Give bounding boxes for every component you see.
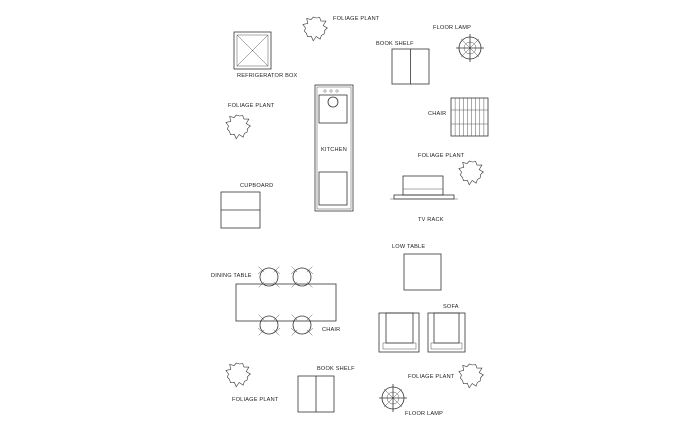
foliage-plant-left [226,103,275,139]
foliage-plant-left-label: FOLIAGE PLANT [228,103,275,109]
chair-right-label: CHAIR [428,111,447,117]
book-shelf-top-label: BOOK SHELF [376,41,414,47]
kitchen-label: KITCHEN [321,147,347,153]
cupboard [221,183,273,228]
low-table [392,244,441,290]
foliage-plant-bottom-left [226,363,279,403]
plant-icon [459,364,483,388]
kitchen-counter [315,85,353,211]
dining-chair [258,315,280,336]
chair-dining-label: CHAIR [322,327,341,333]
dining-table-label: DINING TABLE [211,273,252,279]
tv-rack-label: TV RACK [418,217,444,223]
floor-lamp-bottom-label: FLOOR LAMP [405,411,444,417]
foliage-plant-bottom-right [408,364,483,388]
foliage-plant-bottom-right-label: FOLIAGE PLANT [408,374,455,380]
foliage-plant-bottom-left-label: FOLIAGE PLANT [232,397,279,403]
foliage-plant-top [303,16,380,41]
tv-rack [390,176,458,223]
plant-icon [226,363,250,387]
book-shelf-bottom [298,366,355,412]
floor-lamp-top-label: FLOOR LAMP [433,25,472,31]
floor-lamp-bottom [379,384,443,417]
cupboard-label: CUPBOARD [240,183,274,189]
foliage-plant-right [418,153,483,185]
book-shelf-bottom-label: BOOK SHELF [317,366,355,372]
sofa [379,304,465,352]
dining-table [211,267,340,336]
dining-chair [291,315,313,336]
chair-right [428,98,488,136]
refrigerator-box-label: REFRIGERATOR BOX [237,73,298,79]
plant-icon [226,115,250,139]
plant-icon [459,161,483,185]
foliage-plant-right-label: FOLIAGE PLANT [418,153,465,159]
plant-icon [303,17,327,41]
refrigerator-box [234,32,298,79]
floor-lamp-top [433,25,484,62]
book-shelf-top [376,41,429,84]
foliage-plant-top-label: FOLIAGE PLANT [333,16,380,22]
sofa-label: SOFA [443,304,459,310]
low-table-label: LOW TABLE [392,244,426,250]
